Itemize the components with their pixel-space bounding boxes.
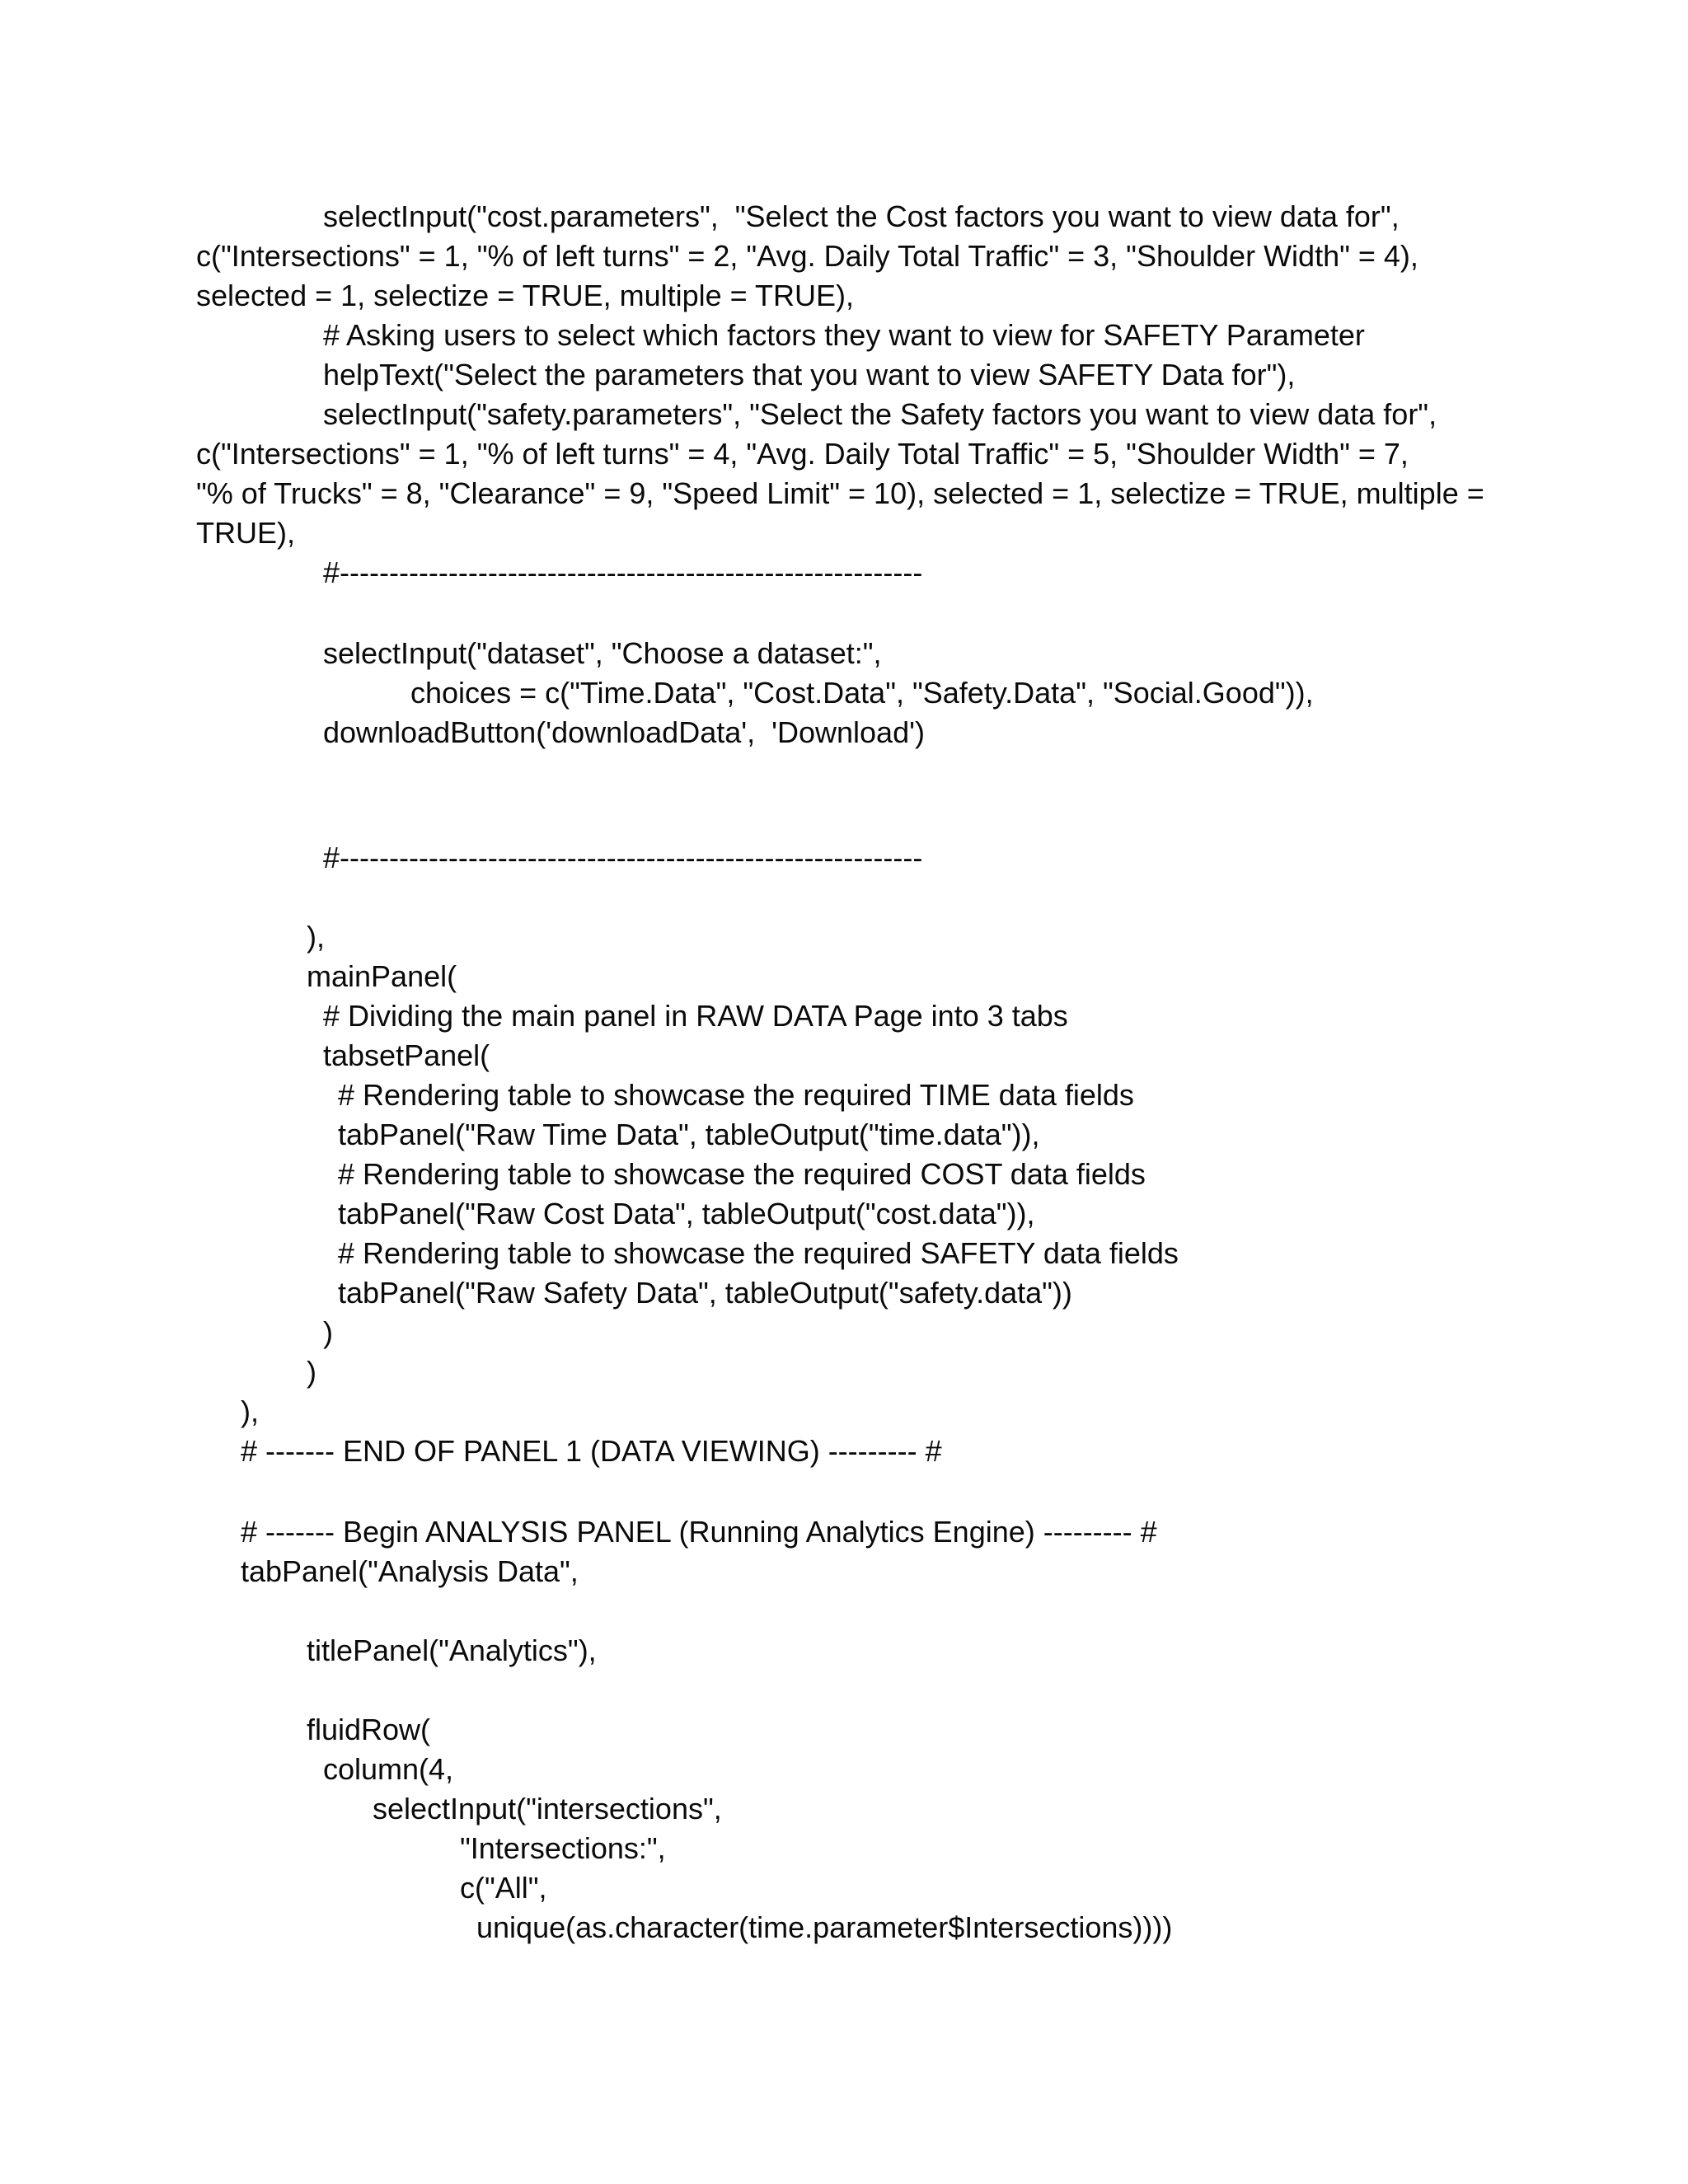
code-line: fluidRow( <box>307 1713 431 1746</box>
separator-comment: #----------------------------------------------------------- <box>323 841 923 874</box>
code-line: helpText("Select the parameters that you want to view SAFETY Data for"), <box>323 358 1296 391</box>
code-line: "Intersections:", <box>460 1831 666 1865</box>
code-line: tabsetPanel( <box>323 1038 490 1072</box>
comment-line: # Rendering table to showcase the required COST data fields <box>338 1157 1146 1191</box>
separator-comment: #----------------------------------------------------------- <box>323 555 923 589</box>
code-line: column(4, <box>323 1752 454 1786</box>
code-line: "% of Trucks" = 8, "Clearance" = 9, "Speed Limit" = 10), selected = 1, selectize = TRUE, multiple = <box>196 476 1484 510</box>
code-line: c("All", <box>460 1871 547 1905</box>
code-line: selected = 1, selectize = TRUE, multiple = TRUE), <box>196 279 854 312</box>
comment-line: # Dividing the main panel in RAW DATA Page into 3 tabs <box>323 999 1068 1033</box>
code-line: tabPanel("Raw Safety Data", tableOutput("safety.data")) <box>338 1276 1072 1310</box>
code-line: ), <box>307 920 325 954</box>
code-line: ) <box>307 1355 316 1389</box>
code-line: c("Intersections" = 1, "% of left turns" = 2, "Avg. Daily Total Traffic" = 3, "Shoulder Width" = 4), <box>196 239 1418 273</box>
comment-line: # Rendering table to showcase the required SAFETY data fields <box>338 1236 1179 1270</box>
code-line: ) <box>323 1315 333 1349</box>
code-line: TRUE), <box>196 516 295 550</box>
code-line: tabPanel("Raw Time Data", tableOutput("time.data")), <box>338 1118 1040 1151</box>
code-line: titlePanel("Analytics"), <box>307 1633 597 1667</box>
comment-line: # ------- Begin ANALYSIS PANEL (Running Analytics Engine) --------- # <box>241 1515 1157 1549</box>
comment-line: # Rendering table to showcase the required TIME data fields <box>338 1078 1134 1112</box>
code-line: c("Intersections" = 1, "% of left turns" = 4, "Avg. Daily Total Traffic" = 5, "Shoulder Width" = 7, <box>196 437 1409 471</box>
code-line: downloadButton('downloadData', 'Download') <box>323 715 925 749</box>
code-line: selectInput("cost.parameters", "Select the Cost factors you want to view data for", <box>323 199 1400 233</box>
code-line: choices = c("Time.Data", "Cost.Data", "Safety.Data", "Social.Good")), <box>410 676 1314 710</box>
code-line: tabPanel("Raw Cost Data", tableOutput("cost.data")), <box>338 1197 1035 1230</box>
code-line: mainPanel( <box>307 959 457 993</box>
code-line: ), <box>241 1394 259 1428</box>
code-line: selectInput("dataset", "Choose a dataset:", <box>323 636 882 670</box>
code-line: unique(as.character(time.parameter$Intersections)))) <box>476 1910 1173 1944</box>
code-line: selectInput("intersections", <box>373 1792 722 1825</box>
code-line: selectInput("safety.parameters", "Select the Safety factors you want to view data for", <box>323 397 1437 431</box>
code-line: tabPanel("Analysis Data", <box>241 1554 579 1588</box>
comment-line: # ------- END OF PANEL 1 (DATA VIEWING) --------- # <box>241 1434 942 1468</box>
comment-line: # Asking users to select which factors they want to view for SAFETY Parameter <box>323 318 1365 352</box>
